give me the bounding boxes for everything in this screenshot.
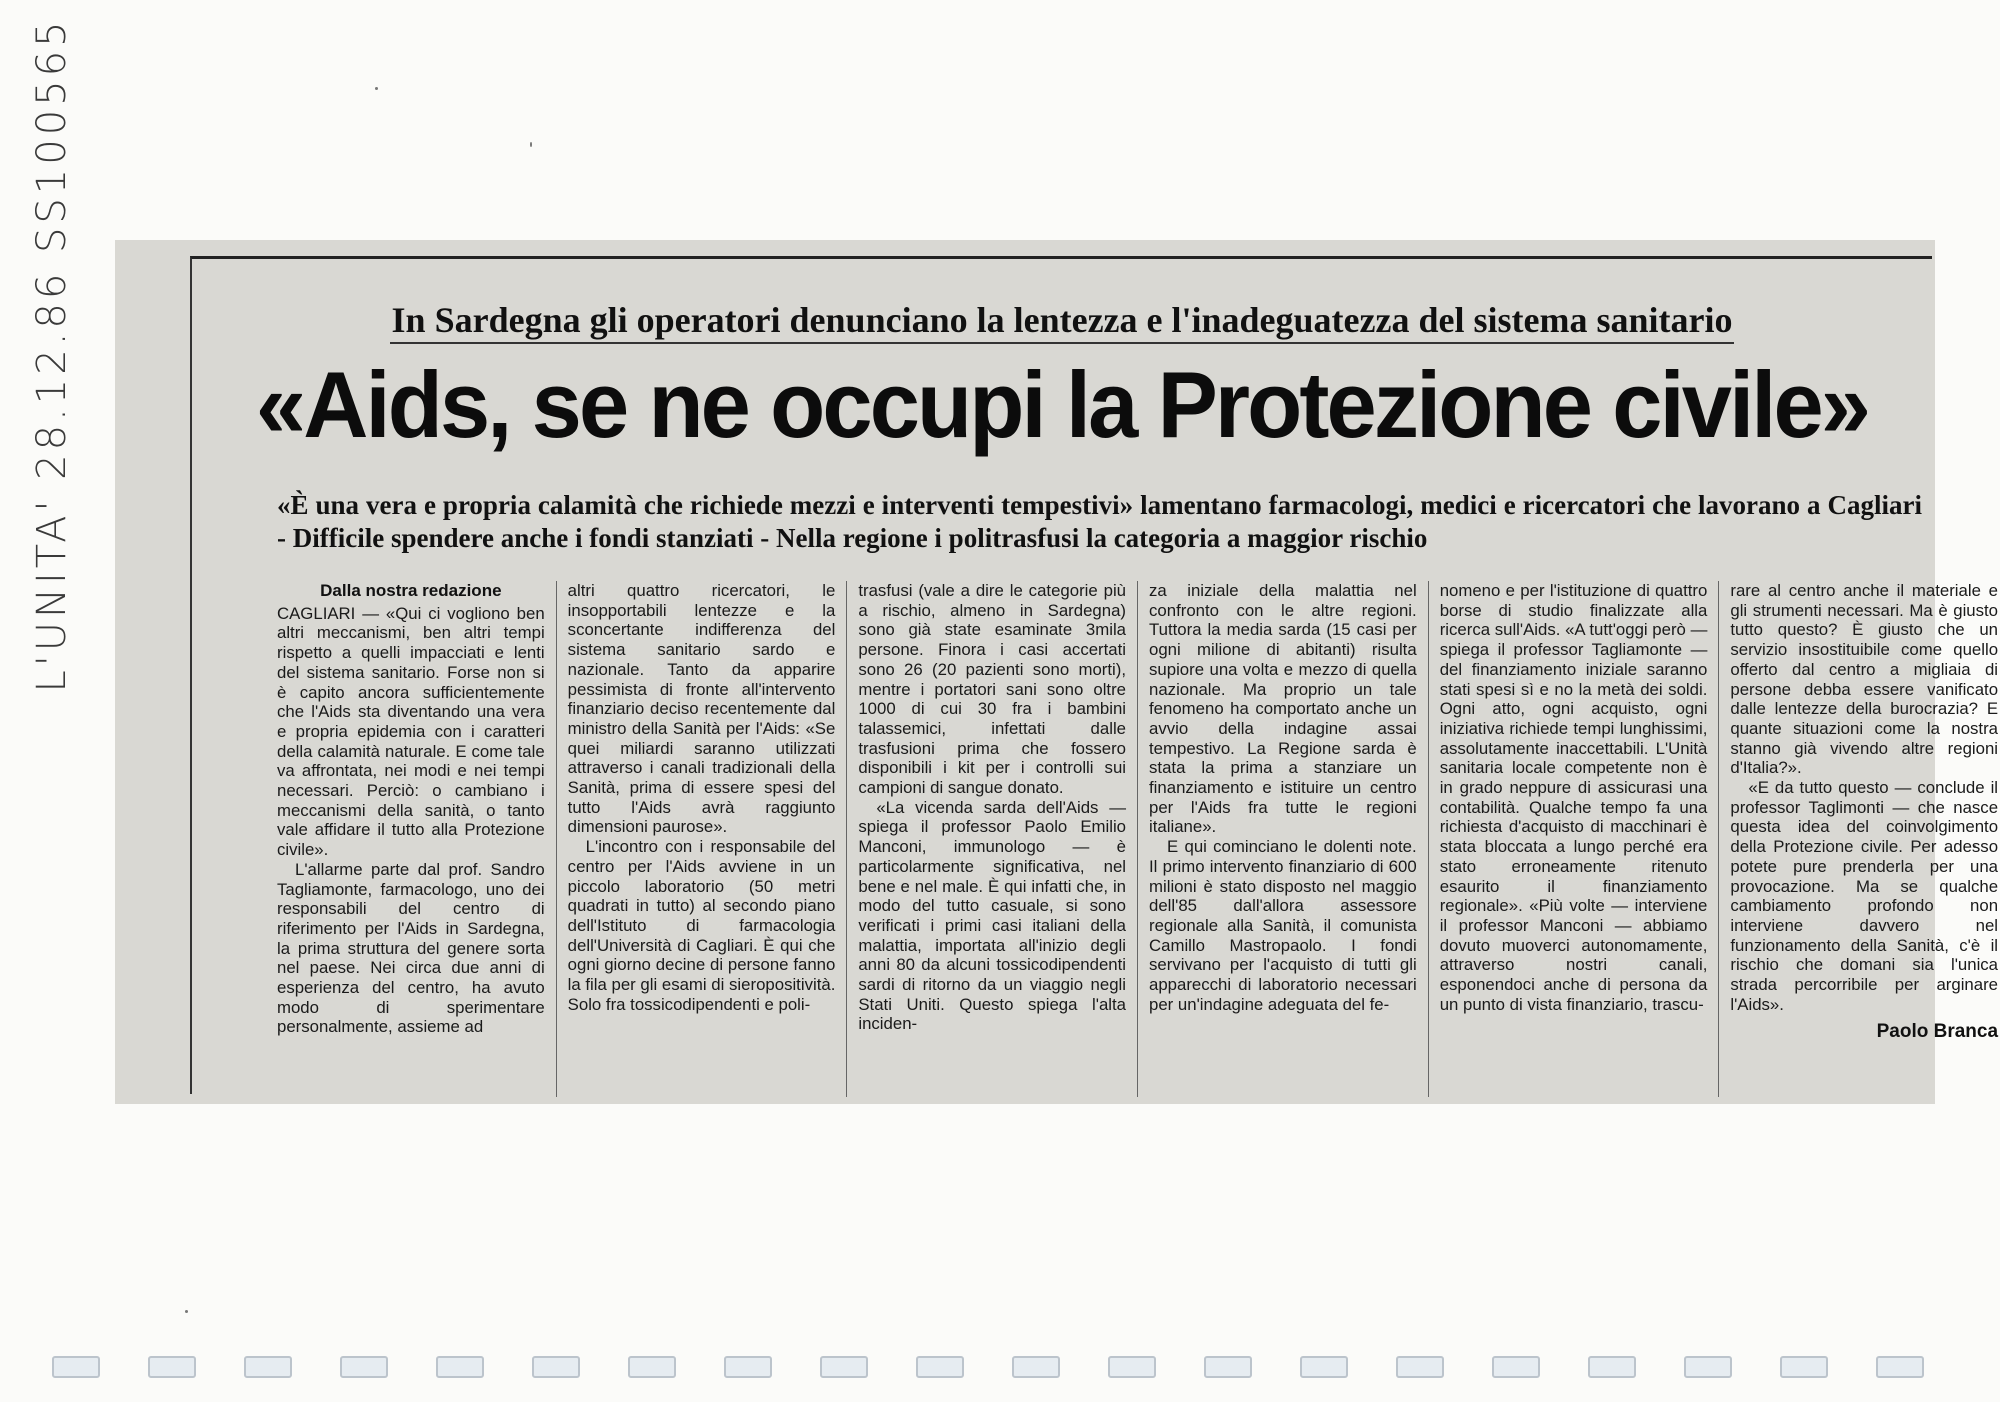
article-column xyxy=(277,581,556,1097)
paragraph: altri quattro ricercatori, le insopportabili lentezze e la sconcertante indifferenza del sistema sanitario sardo e nazionale. Tanto da apparire pessimista di fronte all'intervento finanziario deciso recentemente dal ministro della Sanità per l'Aids: «Se quei miliardi saranno utilizzati attraverso i canali tradizionali della Sanità, prima di essere spesi del tutto l'Aids avrà raggiunto dimensioni paurose». xyxy=(567,581,836,837)
article-column xyxy=(1718,581,2000,1097)
paragraph: rare al centro anche il materiale e gli strumenti necessari. Ma è giusto tutto questo? È giusto che un servizio insostituibile come quello offerto dal centro a migliaia di persone debba essere vanificato dalle lentezze della burocrazia? E quante situazioni come la nostra stanno già vivendo altre regioni d'Italia?». xyxy=(1730,581,1999,778)
registration-mark xyxy=(724,1356,772,1378)
registration-mark xyxy=(1204,1356,1252,1378)
article-column xyxy=(1137,581,1428,1097)
registration-mark xyxy=(1780,1356,1828,1378)
registration-mark xyxy=(436,1356,484,1378)
article-kicker xyxy=(192,299,1932,341)
article-deck: «È una vera e propria calamità che richiede mezzi e interventi tempestivi» lamentano farmacologi, medici e ricercatori che lavorano a Cagliari - Difficile spendere anche i fondi stanziati - Nella regione i politrasfusi la categoria a maggior rischio xyxy=(277,490,1922,553)
registration-mark xyxy=(532,1356,580,1378)
registration-mark xyxy=(1492,1356,1540,1378)
dateline: Dalla nostra redazione xyxy=(320,581,502,600)
paragraph: za iniziale della malattia nel confronto con le altre regioni. Tuttora la media sarda (15 casi per ogni milione di abitanti) risulta supiore una volta e mezzo di quella nazionale. Ma proprio un tale fenomeno ha comportato anche un avvio della indagine assai tempestivo. La Regione sarda è stata la prima a stanziare un finanziamento e istituire un centro per l'Aids fra tutte le regioni italiane». xyxy=(1149,581,1417,837)
archive-note-text: L'UNITA' 28.12.86 SS100565 xyxy=(29,17,75,693)
article-column xyxy=(556,581,847,1097)
paragraph: «E da tutto questo — conclude il professor Taglimonti — che nasce questa idea del coinvolgimento della Protezione civile. Per adesso potete pure prenderla per una provocazione. Ma se qualche cambiamento profondo non interviene davvero nel funzionamento della Sanità, c'è il rischio che domani sia l'unica strada percorribile per arginare l'Aids». xyxy=(1730,778,1999,1014)
paragraph: «La vicenda sarda dell'Aids — spiega il professor Paolo Emilio Manconi, immunologo — è particolarmente significativa, nel bene e nel male. È qui infatti che, in modo del tutto casuale, si sono verificati i primi casi italiani della malattia, importata all'inizio degli anni 80 da alcuni tossicodipendenti sardi di ritorno da un viaggio negli Stati Uniti. Questo spiega l'alta inciden- xyxy=(858,797,1127,1034)
paragraph: CAGLIARI — «Qui ci vogliono ben altri meccanismi, ben altri tempi rispetto a quelli impacciati e lenti del sistema sanitario. Forse non si è capito ancora sufficientemente che l'Aids sta diventando una vera e propria epidemia con i caratteri della calamità naturale. E come tale va affrontata, nei modi e nei tempi necessari. Perciò: o cambiano i meccanismi della sanità, o tanto vale affidare il tutto alla Protezione civile». xyxy=(277,603,545,860)
author-signature: Paolo Branca xyxy=(1876,1021,1999,1043)
article-column xyxy=(846,581,1137,1097)
registration-mark xyxy=(1012,1356,1060,1378)
registration-mark xyxy=(1108,1356,1156,1378)
newspaper-clipping xyxy=(115,240,1999,1104)
paragraph: nomeno e per l'istituzione di quattro borse di studio finalizzate alla ricerca sull'Aids. «A tutt'oggi però — spiega il professor Tagliamonte — del finanziamento iniziale saranno stati spesi sì e no la metà dei soldi. Ogni atto, ogni acquisto, ogni iniziativa richiede tempi lunghissimi, assolutamente inaccettabili. L'Unità sanitaria locale competente non è in grado neppure di assicurasi una contabilità. Qualche tempo fa una richiesta d'acquisto di macchinari è stata bloccata a lungo perché era stato erroneamente ritenuto esaurito il finanziamento regionale». «Più volte — interviene il professor Manconi — abbiamo dovuto muoverci autonomamente, attraverso nostri canali, esponendoci anche di persona da un punto di vista finanziario, trascu- xyxy=(1439,581,1708,1014)
registration-mark xyxy=(916,1356,964,1378)
article-body xyxy=(277,581,2000,1097)
registration-mark xyxy=(148,1356,196,1378)
article-column xyxy=(1428,581,1719,1097)
paragraph: L'incontro con i responsabile del centro per l'Aids avviene in un piccolo laboratorio (50 metri quadrati in tutto) al secondo piano dell'Istituto di farmacologia dell'Università di Cagliari. È qui che ogni giorno decine di persone fanno la fila per gli esami di sieropositività. Solo fra tossicodipendenti e poli- xyxy=(567,837,836,1014)
paper-speck xyxy=(530,142,532,147)
registration-mark xyxy=(1588,1356,1636,1378)
article-headline: «Aids, se ne occupi la Protezione civile» xyxy=(255,352,1869,457)
paper-speck xyxy=(375,87,378,90)
kicker-text: In Sardegna gli operatori denunciano la lentezza e l'inadeguatezza del sistema sanitario xyxy=(390,300,1735,344)
paper-speck xyxy=(185,1310,188,1313)
handwritten-archive-note xyxy=(22,17,82,693)
paragraph: trasfusi (vale a dire le categorie più a rischio, almeno in Sardegna) sono già state esaminate 3mila persone. Finora i casi accertati sono 26 (20 pazienti sono morti), mentre i portatori sani sono oltre 1000 di cui 30 fra i bambini talassemici, infettati dalle trasfusioni prima che fossero disponibili i kit per i controlli sui campioni di sangue donato. xyxy=(858,581,1127,798)
registration-mark xyxy=(1876,1356,1924,1378)
scanner-registration-marks xyxy=(52,1356,1952,1378)
paragraph: E qui cominciano le dolenti note. Il primo intervento finanziario di 600 milioni è stato disposto nel maggio dell'85 dall'allora assessore regionale alla Sanità, il comunista Camillo Mastropaolo. I fondi servivano per l'acquisto di tutti gli apparecchi di laboratorio necessari per un'indagine adeguata del fe- xyxy=(1149,837,1417,1014)
registration-mark xyxy=(1684,1356,1732,1378)
paragraph: L'allarme parte dal prof. Sandro Tagliamonte, farmacologo, uno dei responsabili del centro di riferimento per l'Aids in Sardegna, la prima struttura del genere sorta nel paese. Nei circa due anni di esperienza del centro, ha avuto modo di sperimentare personalmente, assieme ad xyxy=(277,859,545,1037)
article-frame xyxy=(190,256,1999,1094)
registration-mark xyxy=(52,1356,100,1378)
registration-mark xyxy=(1300,1356,1348,1378)
registration-mark xyxy=(340,1356,388,1378)
registration-mark xyxy=(244,1356,292,1378)
registration-mark xyxy=(628,1356,676,1378)
registration-mark xyxy=(1396,1356,1444,1378)
registration-mark xyxy=(820,1356,868,1378)
